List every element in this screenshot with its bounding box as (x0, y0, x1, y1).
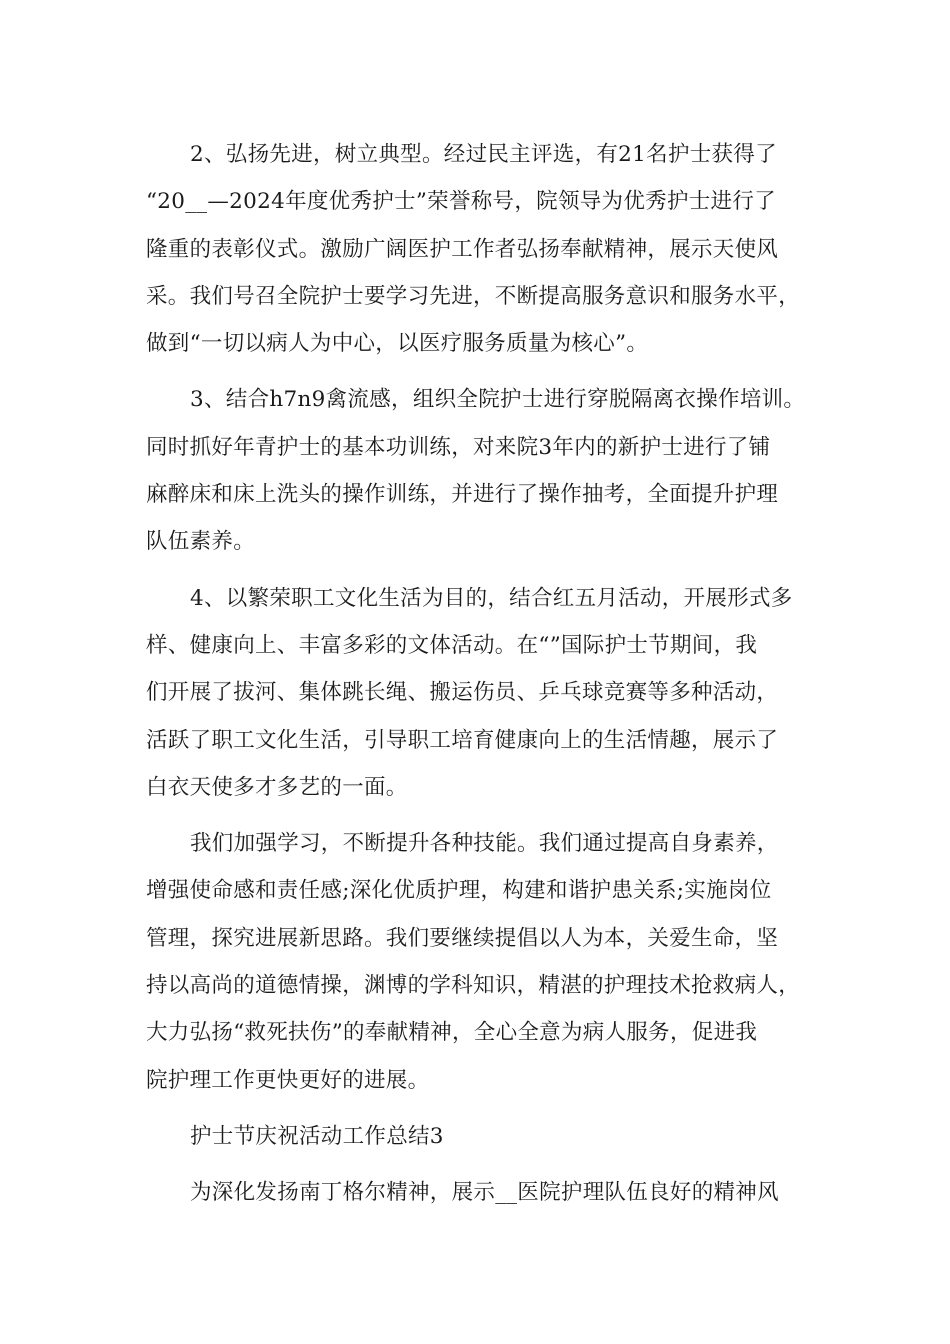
text-line: 活跃了职工文化生活，引导职工培育健康向上的生活情趣，展示了 (146, 727, 779, 753)
text-line: 采。我们号召全院护士要学习先进，不断提高服务意识和服务水平， (146, 283, 801, 309)
paragraph-item-3 (146, 376, 808, 565)
text-line: 们开展了拔河、集体跳长绳、搬运伤员、乒乓球竞赛等多种活动， (146, 680, 779, 706)
text-line: 白衣天使多才多艺的一面。 (146, 774, 408, 800)
paragraph-item-2 (146, 131, 808, 367)
text-line: 大力弘扬“救死扶伤”的奉献精神，全心全意为病人服务，促进我 (146, 1020, 758, 1046)
document-body (146, 131, 808, 1226)
text-line: 为深化发扬南丁格尔精神，展示__医院护理队伍良好的精神风 (190, 1180, 779, 1206)
text-line: 持以高尚的道德情操，渊博的学科知识，精湛的护理技术抢救病人， (146, 973, 801, 999)
section-heading (146, 1113, 808, 1160)
text-line: 同时抓好年青护士的基本功训练，对来院3年内的新护士进行了铺 (146, 434, 771, 460)
text-line: 护士节庆祝活动工作总结3 (190, 1123, 444, 1149)
text-line: 样、健康向上、丰富多彩的文体活动。在“”国际护士节期间，我 (146, 632, 758, 658)
paragraph-intro (146, 1169, 808, 1216)
paragraph-conclusion (146, 820, 808, 1104)
text-line: 隆重的表彰仪式。激励广阔医护工作者弘扬奉献精神，展示天使风 (146, 236, 779, 262)
text-line: 麻醉床和床上洗头的操作训练，并进行了操作抽考，全面提升护理 (146, 482, 779, 508)
text-line: “20__—2024年度优秀护士”荣誉称号，院领导为优秀护士进行了 (146, 189, 776, 215)
text-line: 3、结合h7n9禽流感，组织全院护士进行穿脱隔离衣操作培训。 (190, 387, 806, 413)
text-line: 队伍素养。 (146, 529, 256, 555)
text-line: 做到“一切以病人为中心，以医疗服务质量为核心”。 (146, 331, 649, 357)
text-line: 管理，探究进展新思路。我们要继续提倡以人为本，关爱生命，坚 (146, 925, 779, 951)
text-line: 2、弘扬先进，树立典型。经过民主评选，有21名护士获得了 (190, 142, 777, 167)
paragraph-item-4 (146, 575, 808, 811)
text-line: 院护理工作更快更好的进展。 (146, 1067, 430, 1093)
text-line: 我们加强学习，不断提升各种技能。我们通过提高自身素养， (190, 831, 779, 857)
text-line: 增强使命感和责任感;深化优质护理，构建和谐护患关系;实施岗位 (146, 878, 772, 904)
text-line: 4、以繁荣职工文化生活为目的，结合红五月活动，开展形式多 (190, 585, 793, 611)
